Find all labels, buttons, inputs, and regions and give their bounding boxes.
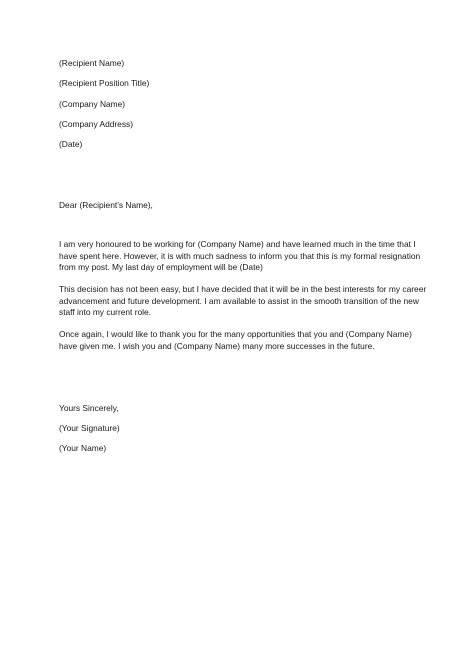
company-address: (Company Address) bbox=[59, 119, 134, 129]
paragraph-1-line-1: I am very honoured to be working for (Company Name) and have learned much in the time that I bbox=[59, 239, 416, 249]
recipient-name: (Recipient Name) bbox=[59, 58, 125, 68]
salutation: Dear (Recipient’s Name), bbox=[59, 200, 153, 210]
paragraph-2-line-1: This decision has not been easy, but I have decided that it will be in the best interests for my career bbox=[59, 284, 427, 294]
paragraph-2-line-2: advancement and future development. I am available to assist in the smooth transition of the new bbox=[59, 295, 419, 306]
sender-name: (Your Name) bbox=[59, 443, 107, 453]
paragraph-3-line-1: Once again, I would like to thank you for the many opportunities that you and (Company Name) bbox=[59, 329, 412, 339]
paragraph-2 bbox=[59, 284, 427, 319]
letter-date: (Date) bbox=[59, 139, 83, 149]
company-name: (Company Name) bbox=[59, 99, 126, 109]
closing: Yours Sincerely, bbox=[59, 403, 119, 413]
paragraph-1-line-3: from my post. My last day of employment will be (Date) bbox=[59, 262, 263, 273]
paragraph-1 bbox=[59, 239, 419, 274]
signature: (Your Signature) bbox=[59, 423, 120, 433]
recipient-position-title: (Recipient Position Title) bbox=[59, 78, 150, 88]
paragraph-2-line-3: staff into my current role. bbox=[59, 307, 152, 318]
paragraph-1-line-2: have spent here. However, it is with much sadness to inform you that this is my formal resignation bbox=[59, 250, 421, 261]
paragraph-3-line-2: have given me. I wish you and (Company Name) many more successes in the future. bbox=[59, 340, 375, 351]
paragraph-3 bbox=[59, 329, 419, 352]
